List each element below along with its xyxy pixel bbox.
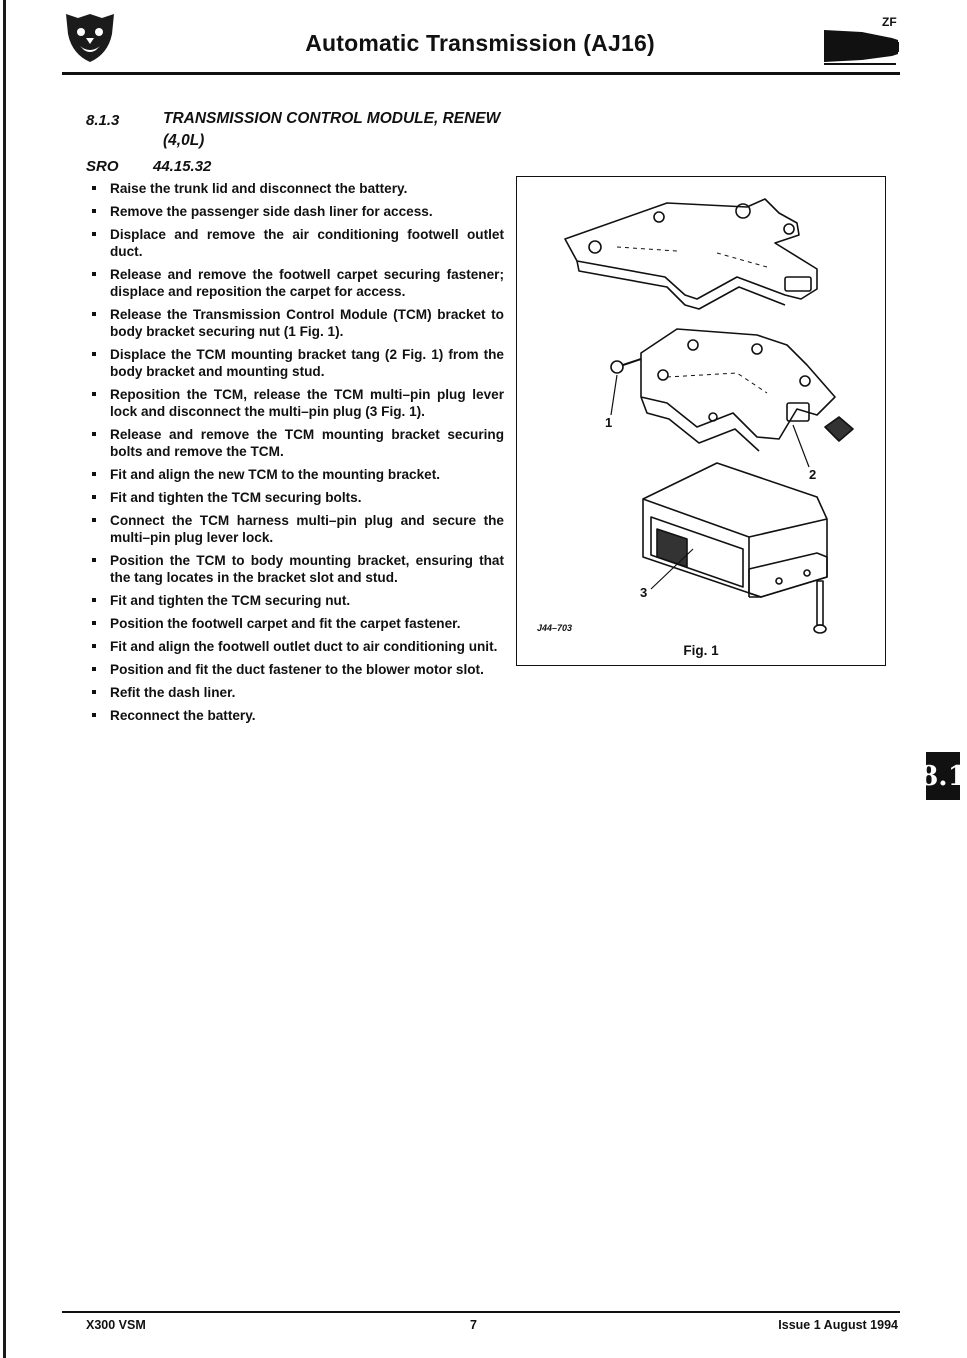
gearbox-icon bbox=[822, 14, 900, 68]
footer-rule bbox=[62, 1311, 900, 1313]
step-item: Reconnect the battery. bbox=[86, 707, 504, 724]
step-item: Raise the trunk lid and disconnect the battery. bbox=[86, 180, 504, 197]
sro-code: 44.15.32 bbox=[153, 158, 212, 175]
step-item: Refit the dash liner. bbox=[86, 684, 504, 701]
step-item: Position and fit the duct fastener to the blower motor slot. bbox=[86, 661, 504, 678]
callout-3: 3 bbox=[640, 585, 648, 600]
sro-label: SRO bbox=[86, 158, 119, 175]
section-title: TRANSMISSION CONTROL MODULE, RENEW (4,0L) bbox=[163, 110, 501, 149]
step-item: Release and remove the footwell carpet securing fastener; displace and reposition the carpet for access. bbox=[86, 266, 504, 300]
footer-manual-id: X300 VSM bbox=[86, 1318, 146, 1332]
step-item: Fit and align the footwell outlet duct to air conditioning unit. bbox=[86, 638, 504, 655]
page-edge-rule bbox=[3, 0, 6, 1358]
footer-page-number: 7 bbox=[470, 1318, 477, 1332]
tcm-exploded-diagram bbox=[517, 177, 884, 664]
figure-caption: Fig. 1 bbox=[683, 643, 719, 658]
step-item: Fit and tighten the TCM securing nut. bbox=[86, 592, 504, 609]
step-item: Fit and align the new TCM to the mounting bracket. bbox=[86, 466, 504, 483]
callout-2: 2 bbox=[809, 467, 817, 482]
step-item: Reposition the TCM, release the TCM multi–pin plug lever lock and disconnect the multi–pin plug (3 Fig. 1). bbox=[86, 386, 504, 420]
callout-1: 1 bbox=[605, 415, 613, 430]
step-item: Displace the TCM mounting bracket tang (2 Fig. 1) from the body bracket and mounting stud. bbox=[86, 346, 504, 380]
step-item: Release the Transmission Control Module (TCM) bracket to body bracket securing nut (1 Fig. 1). bbox=[86, 306, 504, 340]
step-item: Release and remove the TCM mounting bracket securing bolts and remove the TCM. bbox=[86, 426, 504, 460]
step-item: Remove the passenger side dash liner for access. bbox=[86, 203, 504, 220]
figure-reference: J44–703 bbox=[537, 623, 573, 633]
section-tab: 8.1 bbox=[926, 752, 960, 800]
footer-issue-date: Issue 1 August 1994 bbox=[778, 1318, 898, 1332]
procedure-steps bbox=[86, 180, 504, 730]
step-item: Connect the TCM harness multi–pin plug and secure the multi–pin plug lever lock. bbox=[86, 512, 504, 546]
step-item: Displace and remove the air conditioning footwell outlet duct. bbox=[86, 226, 504, 260]
page-header-title: Automatic Transmission (AJ16) bbox=[305, 30, 655, 56]
step-item: Position the TCM to body mounting bracket, ensuring that the tang locates in the bracket slot and stud. bbox=[86, 552, 504, 586]
step-item: Fit and tighten the TCM securing bolts. bbox=[86, 489, 504, 506]
section-number: 8.1.3 bbox=[86, 112, 120, 129]
figure-1 bbox=[516, 176, 886, 666]
zf-badge: ZF bbox=[882, 15, 897, 29]
step-item: Position the footwell carpet and fit the carpet fastener. bbox=[86, 615, 504, 632]
header-rule bbox=[62, 72, 900, 75]
